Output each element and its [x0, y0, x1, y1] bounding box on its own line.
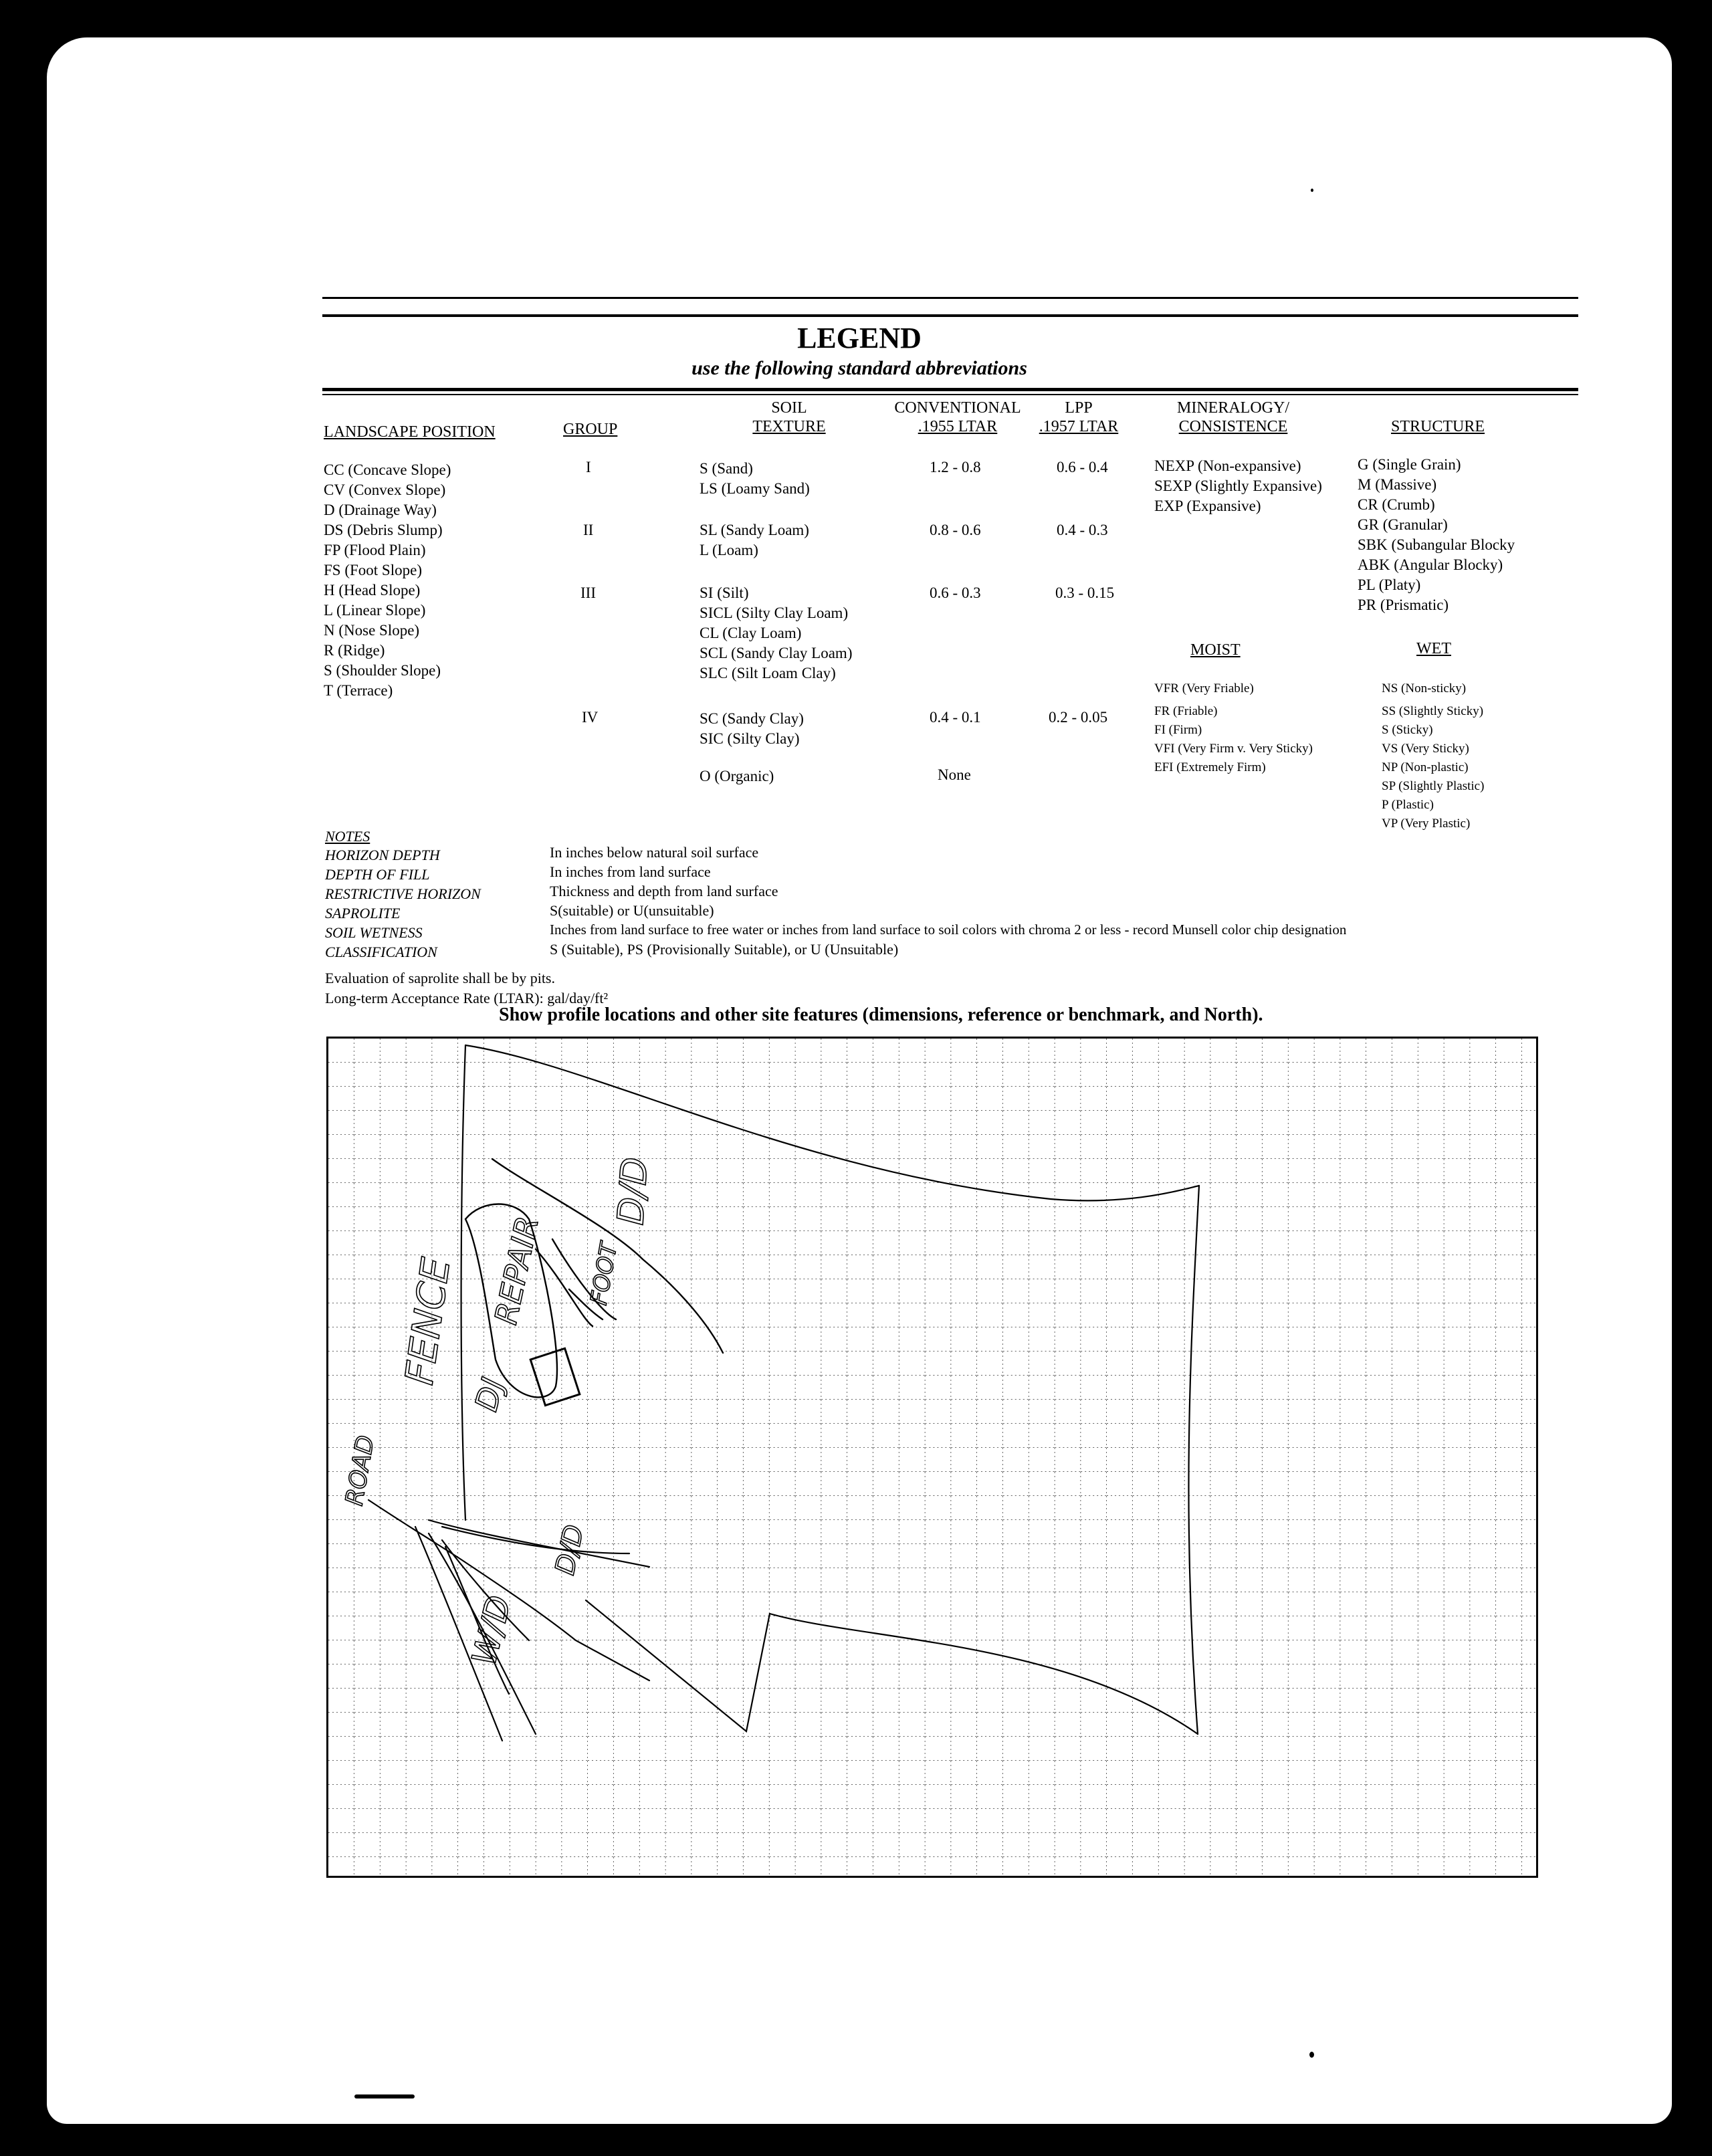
list-item: FP (Flood Plain)	[324, 542, 426, 558]
list-item: CV (Convex Slope)	[324, 481, 446, 498]
handwritten-fence-label: FENCE	[396, 1255, 459, 1388]
header-mineralogy-line1: MINERALOGY/	[1177, 399, 1289, 417]
conventional-value: None	[938, 766, 971, 783]
note-term: RESTRICTIVE HORIZON	[325, 885, 481, 902]
list-item: M (Massive)	[1358, 476, 1437, 493]
conventional-value: 0.6 - 0.3	[930, 584, 981, 601]
list-item: L (Linear Slope)	[324, 602, 426, 619]
header-soil-texture-line2: TEXTURE	[752, 418, 826, 435]
list-item: SIC (Silty Clay)	[700, 730, 800, 747]
note-definition: S(suitable) or U(unsuitable)	[550, 902, 714, 919]
note-term: HORIZON DEPTH	[325, 847, 440, 863]
texture-organic: O (Organic)	[700, 768, 774, 784]
note-term: SOIL WETNESS	[325, 924, 423, 941]
conventional-value: 1.2 - 0.8	[930, 459, 981, 475]
list-item: NS (Non-sticky)	[1382, 681, 1467, 695]
list-item: PL (Platy)	[1358, 576, 1421, 593]
group-label: IV	[582, 709, 599, 726]
list-item: FS (Foot Slope)	[324, 562, 422, 578]
header-rule-thick	[322, 388, 1578, 391]
header-group: GROUP	[563, 421, 618, 438]
notes-heading: NOTES	[325, 828, 370, 845]
texture-list	[700, 459, 810, 499]
list-item: SBK (Subangular Blocky	[1358, 536, 1515, 553]
list-item: D (Drainage Way)	[324, 502, 437, 518]
list-item: P (Plastic)	[1382, 798, 1434, 812]
lpp-value: 0.2 - 0.05	[1049, 709, 1108, 726]
list-item: VP (Very Plastic)	[1382, 817, 1471, 831]
list-item: ABK (Angular Blocky)	[1358, 556, 1503, 573]
list-item: SLC (Silt Loam Clay)	[700, 665, 836, 681]
note-definition: S (Suitable), PS (Provisionally Suitable), or U (Unsuitable)	[550, 941, 899, 958]
note-definition: In inches from land surface	[550, 863, 711, 880]
list-item: CL (Clay Loam)	[700, 625, 802, 641]
note-definition: Inches from land surface to free water or inches from land surface to soil colors with chroma 2 or less - record Munsell color chip designation	[550, 922, 1347, 938]
header-mineralogy-line2: CONSISTENCE	[1178, 418, 1288, 435]
list-item: EFI (Extremely Firm)	[1154, 760, 1266, 774]
list-item: SP (Slightly Plastic)	[1382, 779, 1485, 793]
list-item: T (Terrace)	[324, 682, 393, 699]
list-item: PR (Prismatic)	[1358, 597, 1449, 613]
list-item: DS (Debris Slump)	[324, 522, 443, 538]
texture-list	[700, 520, 809, 560]
header-moist: MOIST	[1190, 641, 1241, 659]
moist-list	[1154, 679, 1313, 777]
header-landscape-position: LANDSCAPE POSITION	[324, 423, 496, 441]
list-item: SS (Slightly Sticky)	[1382, 704, 1484, 718]
list-item: SCL (Sandy Clay Loam)	[700, 645, 853, 661]
mineralogy-list	[1154, 456, 1322, 516]
header-conventional-line1: CONVENTIONAL	[894, 399, 1021, 417]
header-lpp-line2: .1957 LTAR	[1039, 418, 1119, 435]
list-item: R (Ridge)	[324, 642, 385, 659]
sketch-drawing	[328, 1039, 1536, 1876]
list-item: G (Single Grain)	[1358, 456, 1461, 473]
note-term: SAPROLITE	[325, 905, 401, 922]
header-conventional	[884, 399, 1031, 436]
list-item: EXP (Expansive)	[1154, 498, 1261, 514]
handwritten-dj-label: DJ	[467, 1374, 512, 1415]
list-item: LS (Loamy Sand)	[700, 480, 810, 497]
list-item: CR (Crumb)	[1358, 496, 1435, 513]
handwritten-repair-label: REPAIR	[487, 1213, 546, 1328]
list-item: SEXP (Slightly Expansive)	[1154, 477, 1322, 494]
form-page	[47, 37, 1672, 2124]
header-lpp-line1: LPP	[1065, 399, 1093, 417]
site-sketch-grid	[326, 1037, 1538, 1878]
header-lpp	[1035, 399, 1122, 436]
list-item: FI (Firm)	[1154, 723, 1202, 737]
list-item: VFI (Very Firm v. Very Sticky)	[1154, 742, 1313, 756]
list-item: CC (Concave Slope)	[324, 461, 451, 478]
header-conventional-line2: .1955 LTAR	[918, 418, 998, 435]
header-soil-texture-line1: SOIL	[771, 399, 807, 417]
structure-list	[1358, 455, 1515, 615]
scan-speck	[1309, 2052, 1314, 2058]
top-rule-thin	[322, 297, 1578, 299]
header-soil-texture	[716, 399, 863, 436]
header-structure: STRUCTURE	[1391, 418, 1485, 435]
note-definition: In inches below natural soil surface	[550, 844, 759, 861]
group-label: II	[583, 522, 594, 538]
header-rule-thin	[322, 394, 1578, 395]
group-label: III	[580, 584, 596, 601]
saprolite-note: Evaluation of saprolite shall be by pits.	[325, 970, 555, 986]
ltar-note: Long-term Acceptance Rate (LTAR): gal/day/ft²	[325, 990, 609, 1006]
list-item: S (Shoulder Slope)	[324, 662, 441, 679]
handwritten-wd-label: W/D	[464, 1592, 519, 1669]
list-item: GR (Granular)	[1358, 516, 1448, 533]
conventional-value: 0.8 - 0.6	[930, 522, 981, 538]
scan-smudge	[354, 2094, 415, 2098]
header-mineralogy	[1153, 399, 1313, 436]
sketch-instruction: Show profile locations and other site features (dimensions, reference or benchmark, and North).	[499, 1004, 1263, 1025]
texture-list	[700, 583, 852, 683]
list-item: VS (Very Sticky)	[1382, 742, 1469, 756]
list-item: S (Sand)	[700, 460, 753, 477]
wet-list	[1382, 679, 1484, 833]
list-item: H (Head Slope)	[324, 582, 421, 599]
handwritten-dd-label-upper: D/D	[609, 1156, 657, 1226]
handwritten-foot-label: FOOT	[585, 1241, 623, 1307]
lpp-value: 0.6 - 0.4	[1057, 459, 1108, 475]
grid-pattern	[328, 1039, 1536, 1876]
list-item: NP (Non-plastic)	[1382, 760, 1469, 774]
list-item: SL (Sandy Loam)	[700, 522, 809, 538]
list-item: N (Nose Slope)	[324, 622, 420, 639]
group-label: I	[586, 459, 591, 475]
header-wet: WET	[1416, 640, 1451, 657]
handwritten-dd-label-lower: D/D	[549, 1522, 591, 1578]
notes-terms	[325, 845, 481, 962]
list-item: SC (Sandy Clay)	[700, 710, 804, 727]
list-item: NEXP (Non-expansive)	[1154, 457, 1301, 474]
list-item: FR (Friable)	[1154, 704, 1218, 718]
notes-definitions	[550, 843, 1346, 959]
list-item: L (Loam)	[700, 542, 758, 558]
list-item: SI (Silt)	[700, 584, 749, 601]
top-rule-thick	[322, 314, 1578, 317]
scan-speck	[1311, 189, 1313, 192]
list-item: VFR (Very Friable)	[1154, 681, 1254, 695]
handwritten-road-label: ROAD	[340, 1433, 381, 1508]
note-definition: Thickness and depth from land surface	[550, 883, 778, 899]
list-item: S (Sticky)	[1382, 723, 1433, 737]
lpp-value: 0.4 - 0.3	[1057, 522, 1108, 538]
texture-list	[700, 709, 804, 749]
legend-title: LEGEND	[797, 322, 922, 354]
note-term: CLASSIFICATION	[325, 944, 437, 960]
conventional-value: 0.4 - 0.1	[930, 709, 981, 726]
landscape-list	[324, 460, 451, 701]
list-item: SICL (Silty Clay Loam)	[700, 605, 849, 621]
legend-subtitle: use the following standard abbreviations	[691, 357, 1027, 379]
note-term: DEPTH OF FILL	[325, 866, 430, 883]
lpp-value: 0.3 - 0.15	[1055, 584, 1115, 601]
